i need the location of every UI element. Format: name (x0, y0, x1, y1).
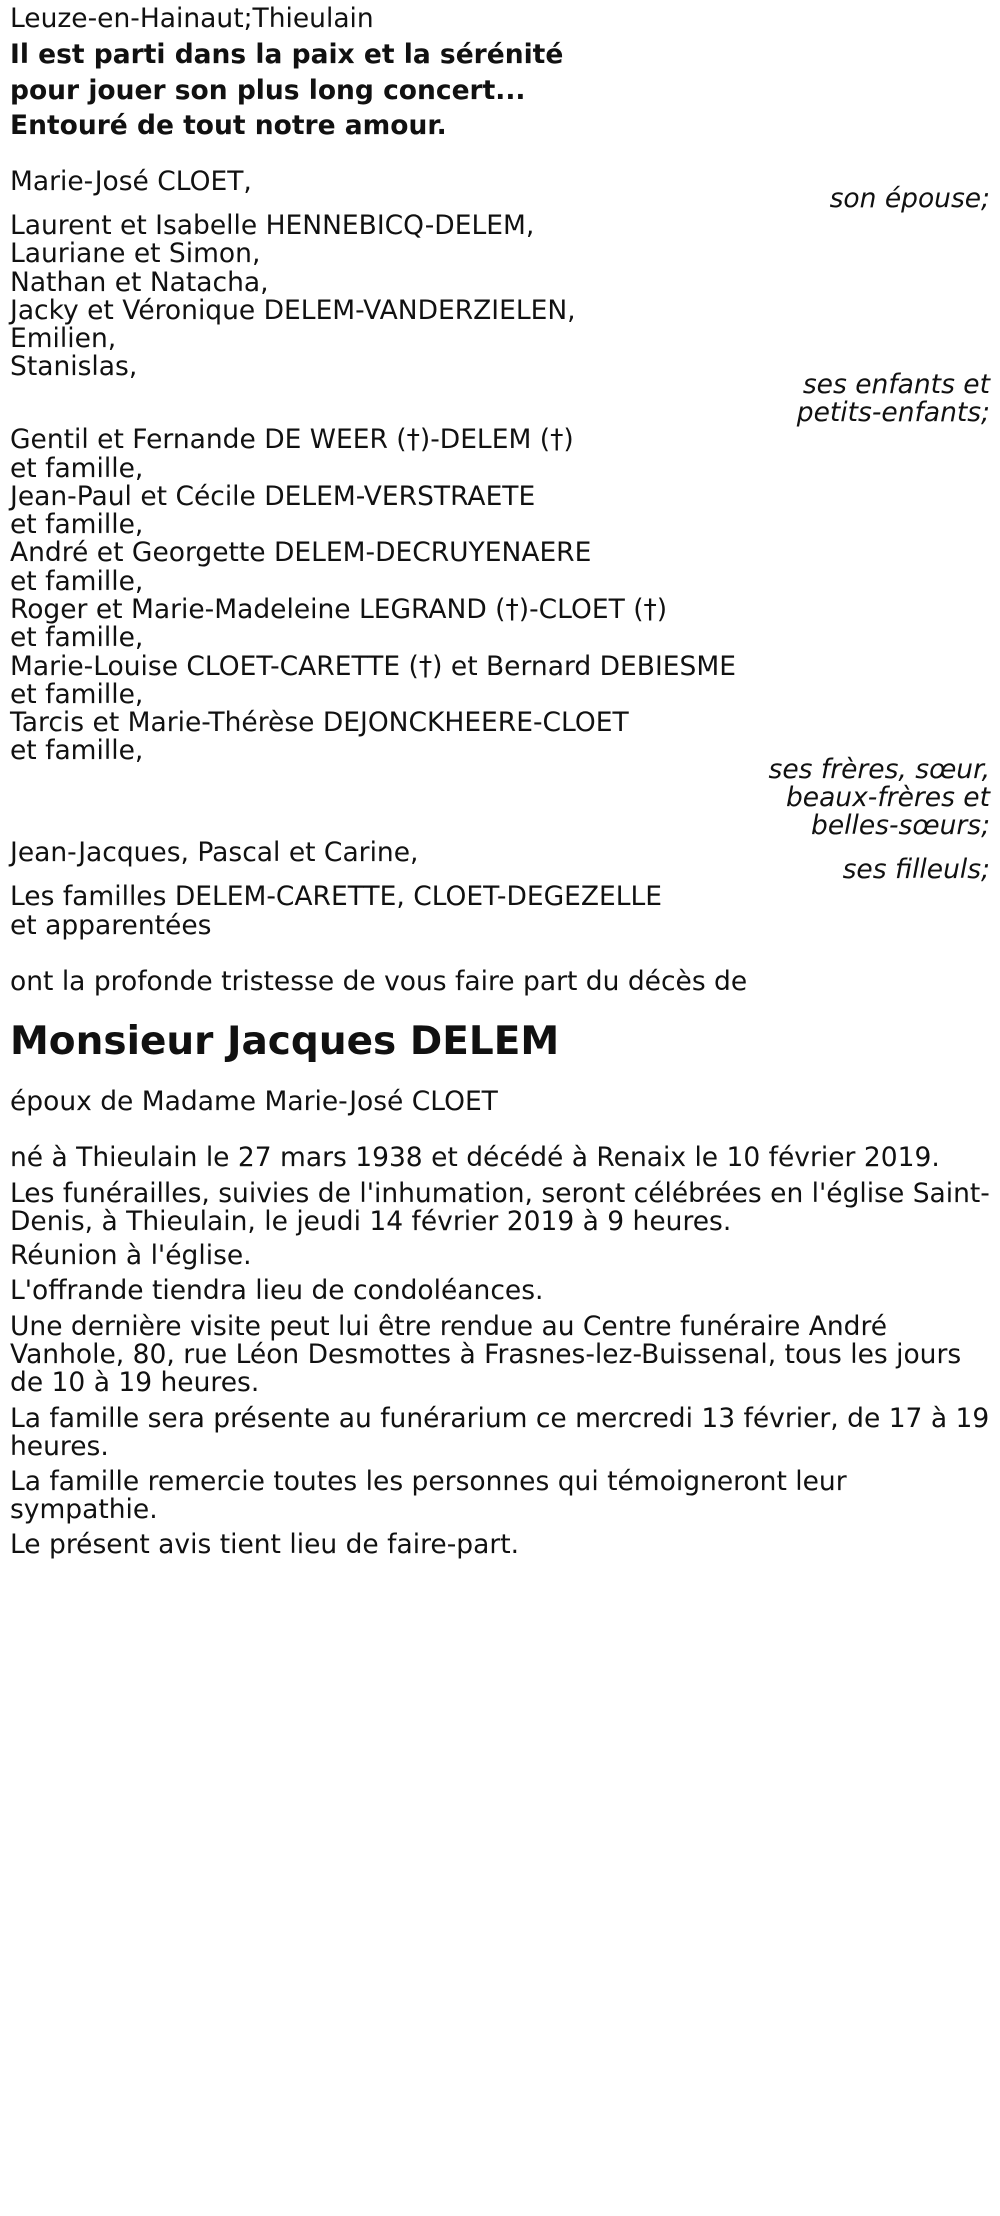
godchildren-relation: ses filleuls; (842, 854, 990, 885)
children-relation: petits-enfants; (796, 397, 990, 428)
sibling-line: André et Georgette DELEM-DECRUYENAERE (10, 537, 592, 568)
detail-line: La famille sera présente au funérarium ce mercredi 13 février, de 17 à 19 (10, 1403, 990, 1434)
detail-line: né à Thieulain le 27 mars 1938 et décédé à Renaix le 10 février 2019. (10, 1142, 940, 1173)
godchildren-names: Jean-Jacques, Pascal et Carine, (10, 837, 419, 868)
detail-line: sympathie. (10, 1494, 158, 1525)
intro-line: Entouré de tout notre amour. (10, 110, 447, 141)
detail-line: Le présent avis tient lieu de faire-part. (10, 1529, 520, 1560)
announcement-text: ont la profonde tristesse de vous faire part du décès de (10, 966, 748, 997)
families-line: et apparentées (10, 910, 212, 941)
siblings-relation: beaux-frères et (785, 782, 990, 813)
child-line: Jacky et Véronique DELEM-VANDERZIELEN, (10, 295, 576, 326)
sibling-line: et famille, (10, 622, 144, 653)
detail-line: Réunion à l'église. (10, 1240, 252, 1271)
child-line: Lauriane et Simon, (10, 238, 261, 269)
sibling-line: et famille, (10, 735, 144, 766)
detail-line: L'offrande tiendra lieu de condoléances. (10, 1275, 544, 1306)
spouse-name: Marie-José CLOET, (10, 166, 252, 197)
sibling-line: Tarcis et Marie-Thérèse DEJONCKHEERE-CLOET (10, 707, 629, 738)
child-line: Nathan et Natacha, (10, 267, 269, 298)
sibling-line: Roger et Marie-Madeleine LEGRAND (†)-CLOET (†) (10, 594, 668, 625)
child-line: Stanislas, (10, 351, 138, 382)
siblings-relation: belles-sœurs; (811, 810, 990, 841)
location-line: Leuze-en-Hainaut;Thieulain (10, 3, 374, 34)
deceased-spouse-of: époux de Madame Marie-José CLOET (10, 1086, 498, 1117)
siblings-relation: ses frères, sœur, (768, 754, 990, 785)
sibling-line: Gentil et Fernande DE WEER (†)-DELEM (†) (10, 424, 574, 455)
children-relation: ses enfants et (802, 369, 990, 400)
deceased-name: Monsieur Jacques DELEM (10, 1019, 560, 1064)
sibling-line: et famille, (10, 679, 144, 710)
child-line: Laurent et Isabelle HENNEBICQ-DELEM, (10, 210, 535, 241)
spouse-relation: son épouse; (829, 183, 990, 214)
sibling-line: et famille, (10, 509, 144, 540)
sibling-line: et famille, (10, 453, 144, 484)
detail-line: heures. (10, 1431, 109, 1462)
intro-line: Il est parti dans la paix et la sérénité (10, 39, 564, 70)
detail-line: Vanhole, 80, rue Léon Desmottes à Frasnes-lez-Buissenal, tous les jours (10, 1339, 962, 1370)
sibling-line: Marie-Louise CLOET-CARETTE (†) et Bernard DEBIESME (10, 651, 736, 682)
detail-line: de 10 à 19 heures. (10, 1367, 260, 1398)
sibling-line: et famille, (10, 566, 144, 597)
detail-line: Les funérailles, suivies de l'inhumation, seront célébrées en l'église Saint- (10, 1178, 990, 1209)
intro-line: pour jouer son plus long concert... (10, 75, 526, 106)
detail-line: Denis, à Thieulain, le jeudi 14 février 2019 à 9 heures. (10, 1206, 732, 1237)
detail-line: Une dernière visite peut lui être rendue au Centre funéraire André (10, 1311, 888, 1342)
detail-line: La famille remercie toutes les personnes qui témoigneront leur (10, 1466, 847, 1497)
families-line: Les familles DELEM-CARETTE, CLOET-DEGEZELLE (10, 881, 663, 912)
sibling-line: Jean-Paul et Cécile DELEM-VERSTRAETE (10, 481, 536, 512)
child-line: Emilien, (10, 323, 117, 354)
